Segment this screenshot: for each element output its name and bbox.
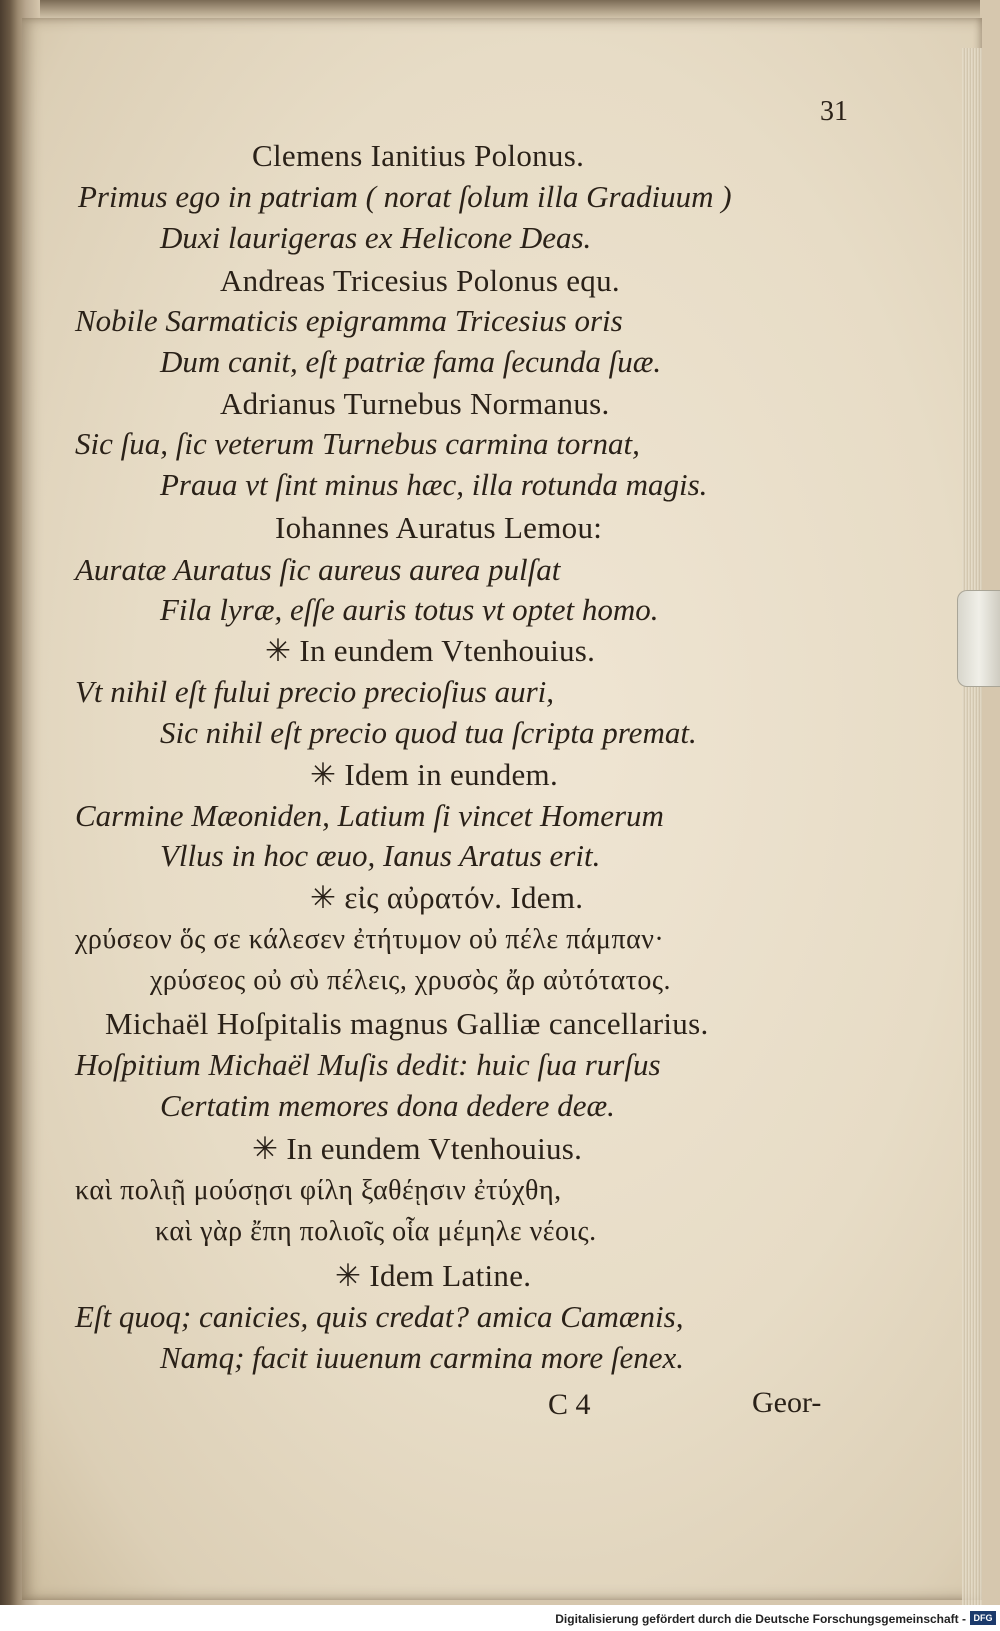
author-heading: Adrianus Turnebus Normanus. bbox=[220, 386, 610, 421]
greek-verse-line: καὶ γὰρ ἔπη πολιοῖς οἷα μέμηλε νέοις. bbox=[155, 1216, 597, 1247]
verse-line: Dum canit, eſt patriæ fama ſecunda ſuæ. bbox=[160, 344, 662, 379]
verse-line: Eſt quoq; canicies, quis credat? amica Camænis, bbox=[75, 1299, 684, 1334]
verse-line: Sic nihil eſt precio quod tua ſcripta premat. bbox=[160, 715, 697, 750]
verse-line: Nobile Sarmaticis epigramma Tricesius oris bbox=[75, 303, 623, 338]
author-heading: Iohannes Auratus Lemou: bbox=[275, 510, 603, 545]
verse-line: Carmine Mæoniden, Latium ſi vincet Homerum bbox=[75, 798, 664, 833]
author-heading: ✳ εἰς αὐρατόν. Idem. bbox=[310, 880, 584, 915]
dfg-logo: DFG bbox=[970, 1611, 996, 1625]
author-heading: ✳ In eundem Vtenhouius. bbox=[252, 1131, 583, 1166]
author-heading: Clemens Ianitius Polonus. bbox=[252, 138, 585, 173]
greek-verse-line: χρύσεος οὐ σὺ πέλεις, χρυσὸς ἄρ αὐτότατος. bbox=[150, 965, 672, 996]
digitization-footer bbox=[0, 1605, 1000, 1631]
verse-line: Vt nihil eſt fului precio precioſius auri, bbox=[75, 674, 555, 709]
author-heading: ✳ Idem in eundem. bbox=[310, 757, 559, 792]
verse-line: Certatim memores dona dedere deæ. bbox=[160, 1088, 615, 1123]
verse-line: Fila lyræ, eſſe auris totus vt optet homo. bbox=[160, 592, 659, 627]
greek-verse-line: χρύσεον ὅς σε κάλεσεν ἐτήτυμον οὐ πέλε πάμπαν· bbox=[75, 924, 665, 955]
greek-verse-line: καὶ πολιῇ μούσῃσι φίλη ξαθέῃσιν ἐτύχθη, bbox=[75, 1175, 562, 1206]
catchword: Geor- bbox=[752, 1386, 822, 1419]
footer-credit: Digitalisierung gefördert durch die Deutsche Forschungsgemeinschaft - bbox=[555, 1612, 966, 1626]
author-heading: ✳ In eundem Vtenhouius. bbox=[265, 633, 596, 668]
verse-line: Vllus in hoc æuo, Ianus Aratus erit. bbox=[160, 838, 601, 873]
verse-line: Duxi laurigeras ex Helicone Deas. bbox=[160, 220, 592, 255]
verse-line: Namq; facit iuuenum carmina more ſenex. bbox=[160, 1340, 685, 1375]
verse-line: Praua vt ſint minus hæc, illa rotunda magis. bbox=[160, 467, 708, 502]
page-number: 31 bbox=[820, 96, 848, 127]
verse-line: Primus ego in patriam ( norat ſolum illa Gradiuum ) bbox=[78, 179, 732, 214]
author-heading: ✳ Idem Latine. bbox=[335, 1258, 532, 1293]
signature-mark: C 4 bbox=[548, 1388, 591, 1421]
verse-line: Auratæ Auratus ſic aureus aurea pulſat bbox=[75, 552, 561, 587]
author-heading: Andreas Tricesius Polonus equ. bbox=[220, 263, 620, 298]
verse-line: Hoſpitium Michaël Muſis dedit: huic ſua rurſus bbox=[75, 1047, 661, 1082]
verse-line: Sic ſua, ſic veterum Turnebus carmina tornat, bbox=[75, 426, 640, 461]
author-heading: Michaël Hoſpitalis magnus Galliæ cancellarius. bbox=[105, 1006, 709, 1041]
